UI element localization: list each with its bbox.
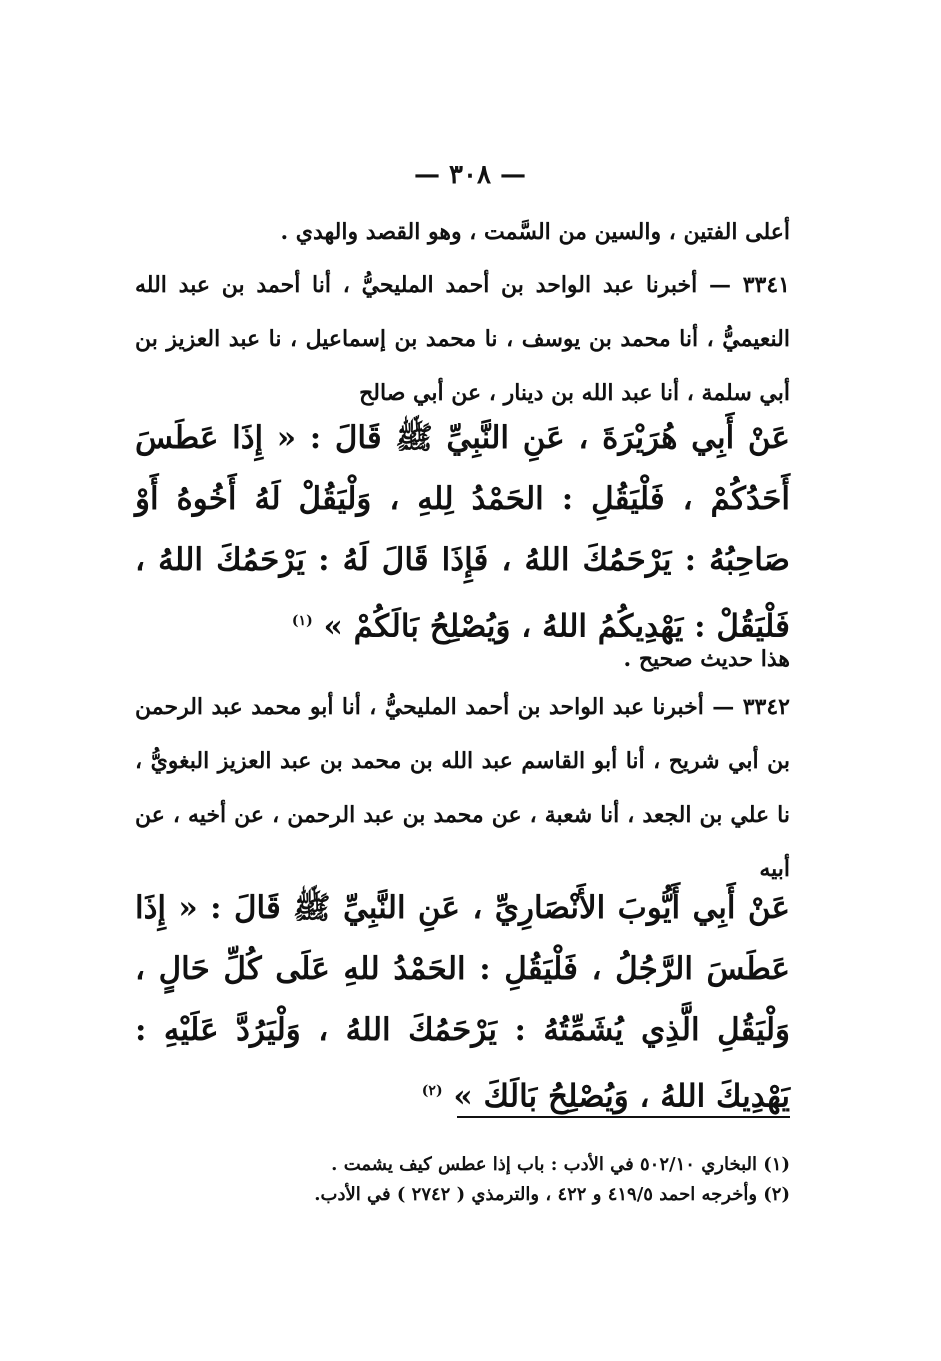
hadith-3342-chain: ٣٣٤٢ — أخبرنا عبد الواحد بن أحمد المليحيُّ ، أنا أبو محمد عبد الرحمن بن أبي شريح ، أنا أبو القاسم عبد الله بن محمد بن عبد العزيز البغويُّ ، نا علي بن الجعد ، أنا شعبة ، عن محمد بن عبد الرحمن ، عن أخيه ، عن أبيه xyxy=(135,694,790,882)
footnote-ref-1: (١) xyxy=(291,613,313,629)
footnote-divider xyxy=(457,1116,790,1118)
footnote-ref-2: (٢) xyxy=(421,1083,443,1099)
hadith-3341-matn: عَنْ أَبِي هُرَيْرَةَ ، عَنِ النَّبِيِّ ﷺ قَالَ : « إِذَا عَطَسَ أَحَدُكُمْ ، فَلْيَقُلِ : الحَمْدُ لِلهِ ، وَلْيَقُلْ لَهُ أَخُوهُ أَوْ صَاحِبُهُ : يَرْحَمُكَ اللهُ ، فَإِذَا قَالَ لَهُ : يَرْحَمُكَ اللهُ ، فَلْيَقُلْ : يَهْدِيكُمُ اللهُ ، وَيُصْلِحُ بَالَكُمْ » xyxy=(135,420,790,645)
footnote-1: (١) البخاري ٥٠٢/١٠ في الأدب : باب إذا عطس كيف يشمت . xyxy=(331,1154,790,1175)
continuation-paragraph: أعلى الفتين ، والسين من السَّمت ، وهو القصد والهدي . xyxy=(280,219,790,245)
page-number: — ٣٠٨ — xyxy=(413,160,527,190)
hadith-3341-text xyxy=(135,408,790,657)
hadith-3342-text xyxy=(135,878,790,1127)
footnotes xyxy=(130,1150,790,1210)
footnote-2: (٢) وأخرجه احمد ٤١٩/٥ و ٤٢٢ ، والترمذي ( ٢٧٤٢ ) في الأدب. xyxy=(314,1184,790,1205)
hadith-3341-grade: هذا حديث صحيح . xyxy=(623,646,790,672)
hadith-3342-matn: عَنْ أَبِي أَيُّوبَ الأَنْصَارِيِّ ، عَنِ النَّبِيِّ ﷺ قَالَ : « إِذَا عَطَسَ الرَّجُلُ ، فَلْيَقُلِ : الحَمْدُ للهِ عَلَى كُلِّ حَالٍ ، وَلْيَقُلِ الَّذِي يُشَمِّتُهُ : يَرْحَمُكَ اللهُ ، وَلْيَرُدَّ عَلَيْهِ : يَهْدِيكَ اللهُ ، وَيُصْلِحُ بَالَكَ » xyxy=(135,890,790,1115)
hadith-3341-chain: ٣٣٤١ — أخبرنا عبد الواحد بن أحمد المليحيُّ ، أنا أحمد بن عبد الله النعيميُّ ، أنا محمد بن يوسف ، نا محمد بن إسماعيل ، نا عبد العزيز بن أبي سلمة ، أنا عبد الله بن دينار ، عن أبي صالح xyxy=(135,272,790,406)
